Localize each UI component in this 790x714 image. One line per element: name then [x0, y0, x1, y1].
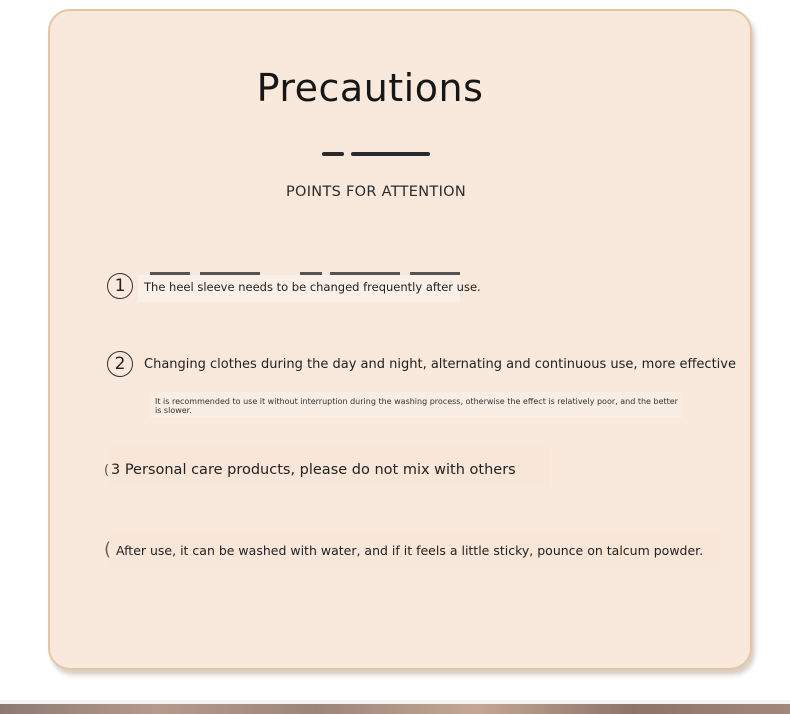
- item-1-text: The heel sleeve needs to be changed frequently after use.: [144, 280, 481, 294]
- item-2-note: It is recommended to use it without interruption during the washing process, otherwise the effect is relatively poor, and the better is slower.: [155, 397, 678, 415]
- item-4-marker: (: [104, 539, 112, 560]
- title-divider-short: [322, 152, 344, 156]
- item-4-text: After use, it can be washed with water, and if it feels a little sticky, pounce on talcum powder.: [116, 543, 704, 558]
- item-number-1: 1: [107, 273, 133, 299]
- bottom-image-strip: [0, 704, 790, 714]
- page-title: Precautions: [256, 66, 484, 110]
- title-divider-long: [351, 152, 430, 156]
- item-2-text: Changing clothes during the day and night, alternating and continuous use, more effective: [144, 357, 736, 372]
- page-subtitle: POINTS FOR ATTENTION: [285, 184, 467, 200]
- item-3-text: 3 Personal care products, please do not mix with others: [111, 462, 516, 478]
- item-number-2: 2: [107, 351, 133, 377]
- item-3-marker: (: [104, 463, 110, 478]
